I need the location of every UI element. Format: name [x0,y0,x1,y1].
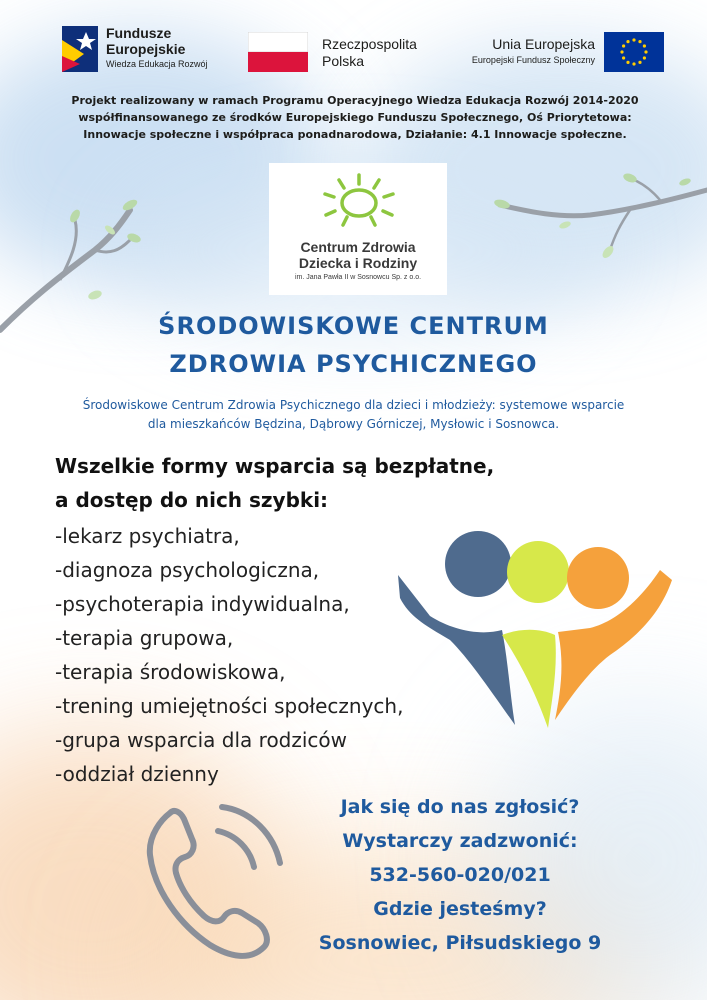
service-item: -oddział dzienny [55,762,219,786]
intro-line2: współfinansowanego ze środków Europejskiego Funduszu Społecznego, Oś Priorytetowa: [78,111,632,124]
ue-line2: Europejski Fundusz Społeczny [471,55,595,65]
phone-number[interactable]: 532-560-020/021 [369,864,551,886]
people-icon [390,520,680,730]
service-item: -trening umiejętności społecznych, [55,694,404,718]
subtitle-line1: Środowiskowe Centrum Zdrowia Psychicznego dla dzieci i młodzieży: systemowe wsparcie [82,398,625,412]
subtitle-line2: dla mieszkańców Będzina, Dąbrowy Górniczej, Mysłowic i Sosnowca. [147,417,560,431]
eu-flag-icon [604,32,664,72]
service-item: -psychoterapia indywidualna, [55,592,350,616]
service-item: -grupa wsparcia dla rodziców [55,728,348,752]
contact-question: Jak się do nas zgłosić? [340,796,580,818]
fe-line2: Europejskie [106,41,186,57]
address: Sosnowiec, Piłsudskiego 9 [318,932,602,954]
rp-line1: Rzeczpospolita [322,36,417,52]
centrum-zdrowia-logo [269,163,447,295]
intro-line1: Projekt realizowany w ramach Programu Operacyjnego Wiedza Edukacja Rozwój 2014-2020 [71,94,639,107]
subtitle [20,396,687,434]
intro-line3: Innowacje społeczne i współpraca ponadnarodowa, Działanie: 4.1 Innowacje społeczne. [83,128,627,141]
project-intro [60,92,650,143]
ue-line1: Unia Europejska [492,36,595,52]
fe-line1: Fundusze [106,25,172,41]
rzeczpospolita-polska-logo [248,32,448,76]
fe-emblem-icon [62,26,98,72]
contact-call-label: Wystarczy zadzwonić: [342,830,578,852]
service-item: -lekarz psychiatra, [55,524,240,548]
rp-line2: Polska [322,53,365,69]
unia-europejska-logo [450,32,670,76]
support-heading-line1: Wszelkie formy wsparcia są bezpłatne, [55,454,495,478]
service-item: -terapia grupowa, [55,626,234,650]
page-title-line1: ŚRODOWISKOWE CENTRUM [158,312,549,340]
fe-line3: Wiedza Edukacja Rozwój [106,59,208,69]
branch-right-decoration [490,170,707,260]
page-title-line2: ZDROWIA PSYCHICZNEGO [169,350,538,378]
cz-line1: Centrum Zdrowia [300,239,416,255]
polish-flag-icon [248,32,308,72]
service-item: -terapia środowiskowa, [55,660,286,684]
location-question: Gdzie jesteśmy? [373,898,547,920]
sun-icon [319,173,399,229]
service-item: -diagnoza psychologiczna, [55,558,320,582]
phone-icon [140,795,300,970]
fundusze-europejskie-logo [62,24,232,76]
cz-line2: Dziecka i Rodziny [298,255,418,271]
support-heading-line2: a dostęp do nich szybki: [55,488,329,512]
cz-line3: im. Jana Pawła II w Sosnowcu Sp. z o.o. [294,274,422,281]
